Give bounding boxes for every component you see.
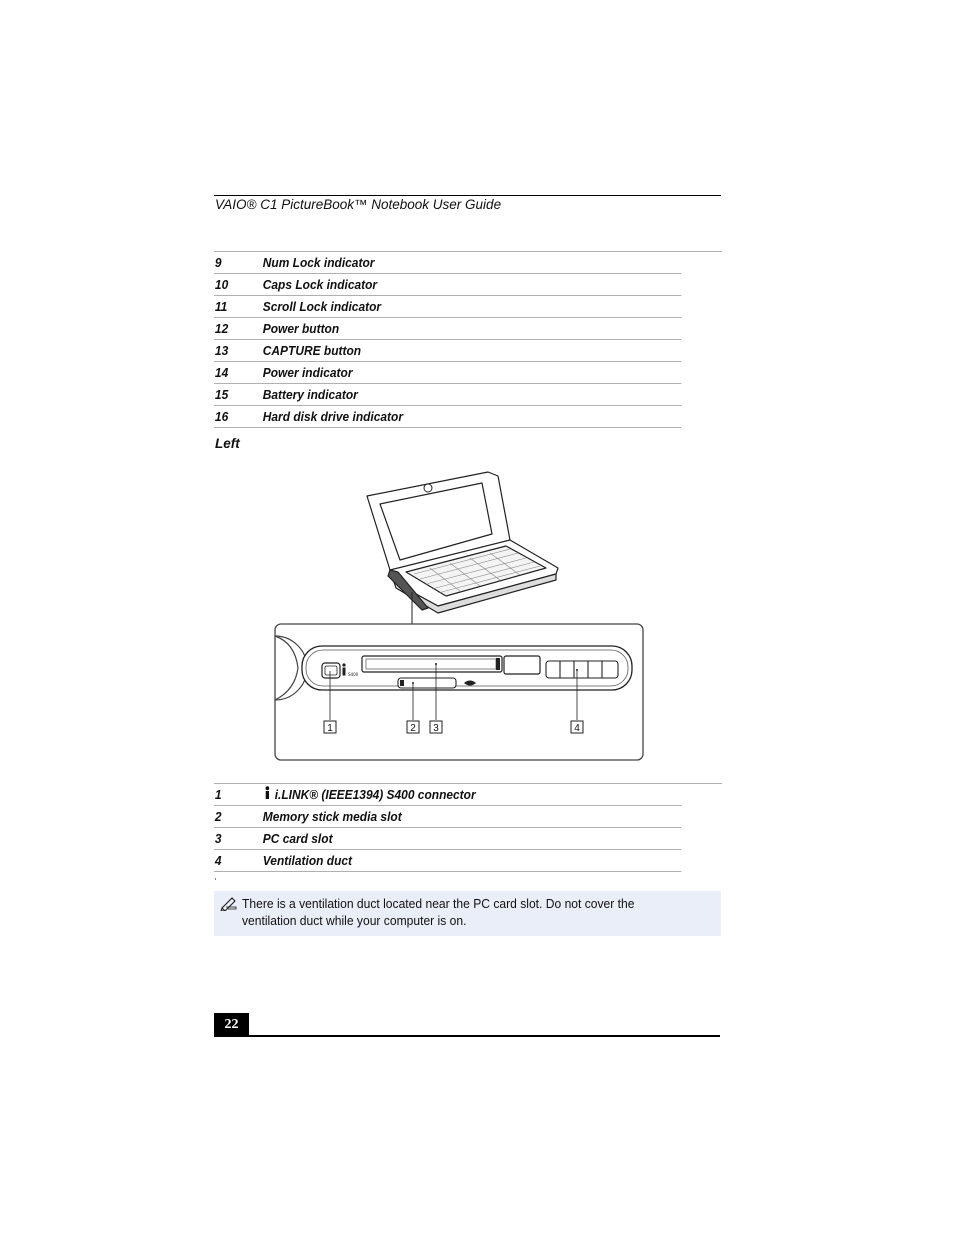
row-label: Hard disk drive indicator (262, 409, 404, 424)
row-label: Num Lock indicator (262, 255, 375, 270)
row-label: Memory stick media slot (262, 809, 402, 824)
callout-2 (407, 721, 419, 734)
bottom-reference-table (214, 783, 722, 872)
camera-lens (424, 484, 432, 492)
table-row (214, 384, 681, 406)
row-number: 2 (214, 809, 222, 824)
document-title: VAIO® C1 PictureBook™ Notebook User Guide (215, 197, 502, 212)
memory-stick-slot (398, 678, 456, 688)
callout-3 (430, 721, 442, 734)
row-number: 14 (214, 365, 229, 380)
callout-label: 2 (410, 723, 416, 734)
top-reference-table (214, 251, 722, 428)
header-rule (214, 195, 721, 196)
callout-label: 3 (433, 723, 439, 734)
callout-1 (324, 721, 336, 734)
table-row (214, 318, 681, 340)
row-number: 16 (214, 409, 229, 424)
table-row (214, 406, 681, 428)
row-number: 10 (214, 277, 229, 292)
row-number: 3 (214, 831, 222, 846)
table-row (214, 296, 681, 318)
laptop-illustration (270, 468, 648, 766)
row-label: Battery indicator (262, 387, 358, 402)
row-number: 11 (214, 299, 228, 314)
laptop-left-side-figure (270, 468, 648, 766)
row-label: Power indicator (262, 365, 353, 380)
row-label: Caps Lock indicator (262, 277, 378, 292)
table-row (214, 784, 681, 806)
row-number: 1 (214, 787, 222, 802)
row-number: 13 (214, 343, 229, 358)
table-row (214, 340, 681, 362)
footer-rule (214, 1035, 720, 1037)
row-label: CAPTURE button (262, 343, 362, 358)
row-label: Power button (262, 321, 340, 336)
row-number: 9 (214, 255, 222, 270)
connector-cover (504, 656, 540, 674)
ventilation-duct (546, 661, 618, 678)
note-pencil-icon (220, 895, 238, 911)
table-row (214, 828, 681, 850)
row-number: 12 (214, 321, 229, 336)
callout-label: 1 (327, 723, 333, 734)
row-label-text: i.LINK® (IEEE1394) S400 connector (274, 787, 476, 802)
row-label: Ventilation duct (262, 853, 353, 868)
table-row (214, 362, 681, 384)
note-text: There is a ventilation duct located near the PC card slot. Do not cover the ventilation duct while your computer is on. (242, 896, 635, 928)
callout-4 (571, 721, 583, 734)
row-number: 15 (214, 387, 229, 402)
page-number: 22 (214, 1013, 249, 1036)
row-number: 4 (214, 853, 222, 868)
table-row (214, 252, 681, 274)
table-row (214, 274, 681, 296)
ilink-icon (342, 663, 345, 675)
callout-label: 4 (574, 723, 580, 734)
row-label: PC card slot (262, 831, 333, 846)
table-row (214, 850, 681, 872)
row-label: Scroll Lock indicator (262, 299, 382, 314)
stray-mark (215, 878, 216, 880)
pc-card-slot (362, 656, 502, 672)
ilink-icon (263, 786, 272, 799)
note-box (214, 891, 721, 936)
port-label: S400 (348, 672, 359, 677)
section-heading: Left (215, 436, 240, 451)
table-row (214, 806, 681, 828)
row-label (263, 784, 476, 805)
